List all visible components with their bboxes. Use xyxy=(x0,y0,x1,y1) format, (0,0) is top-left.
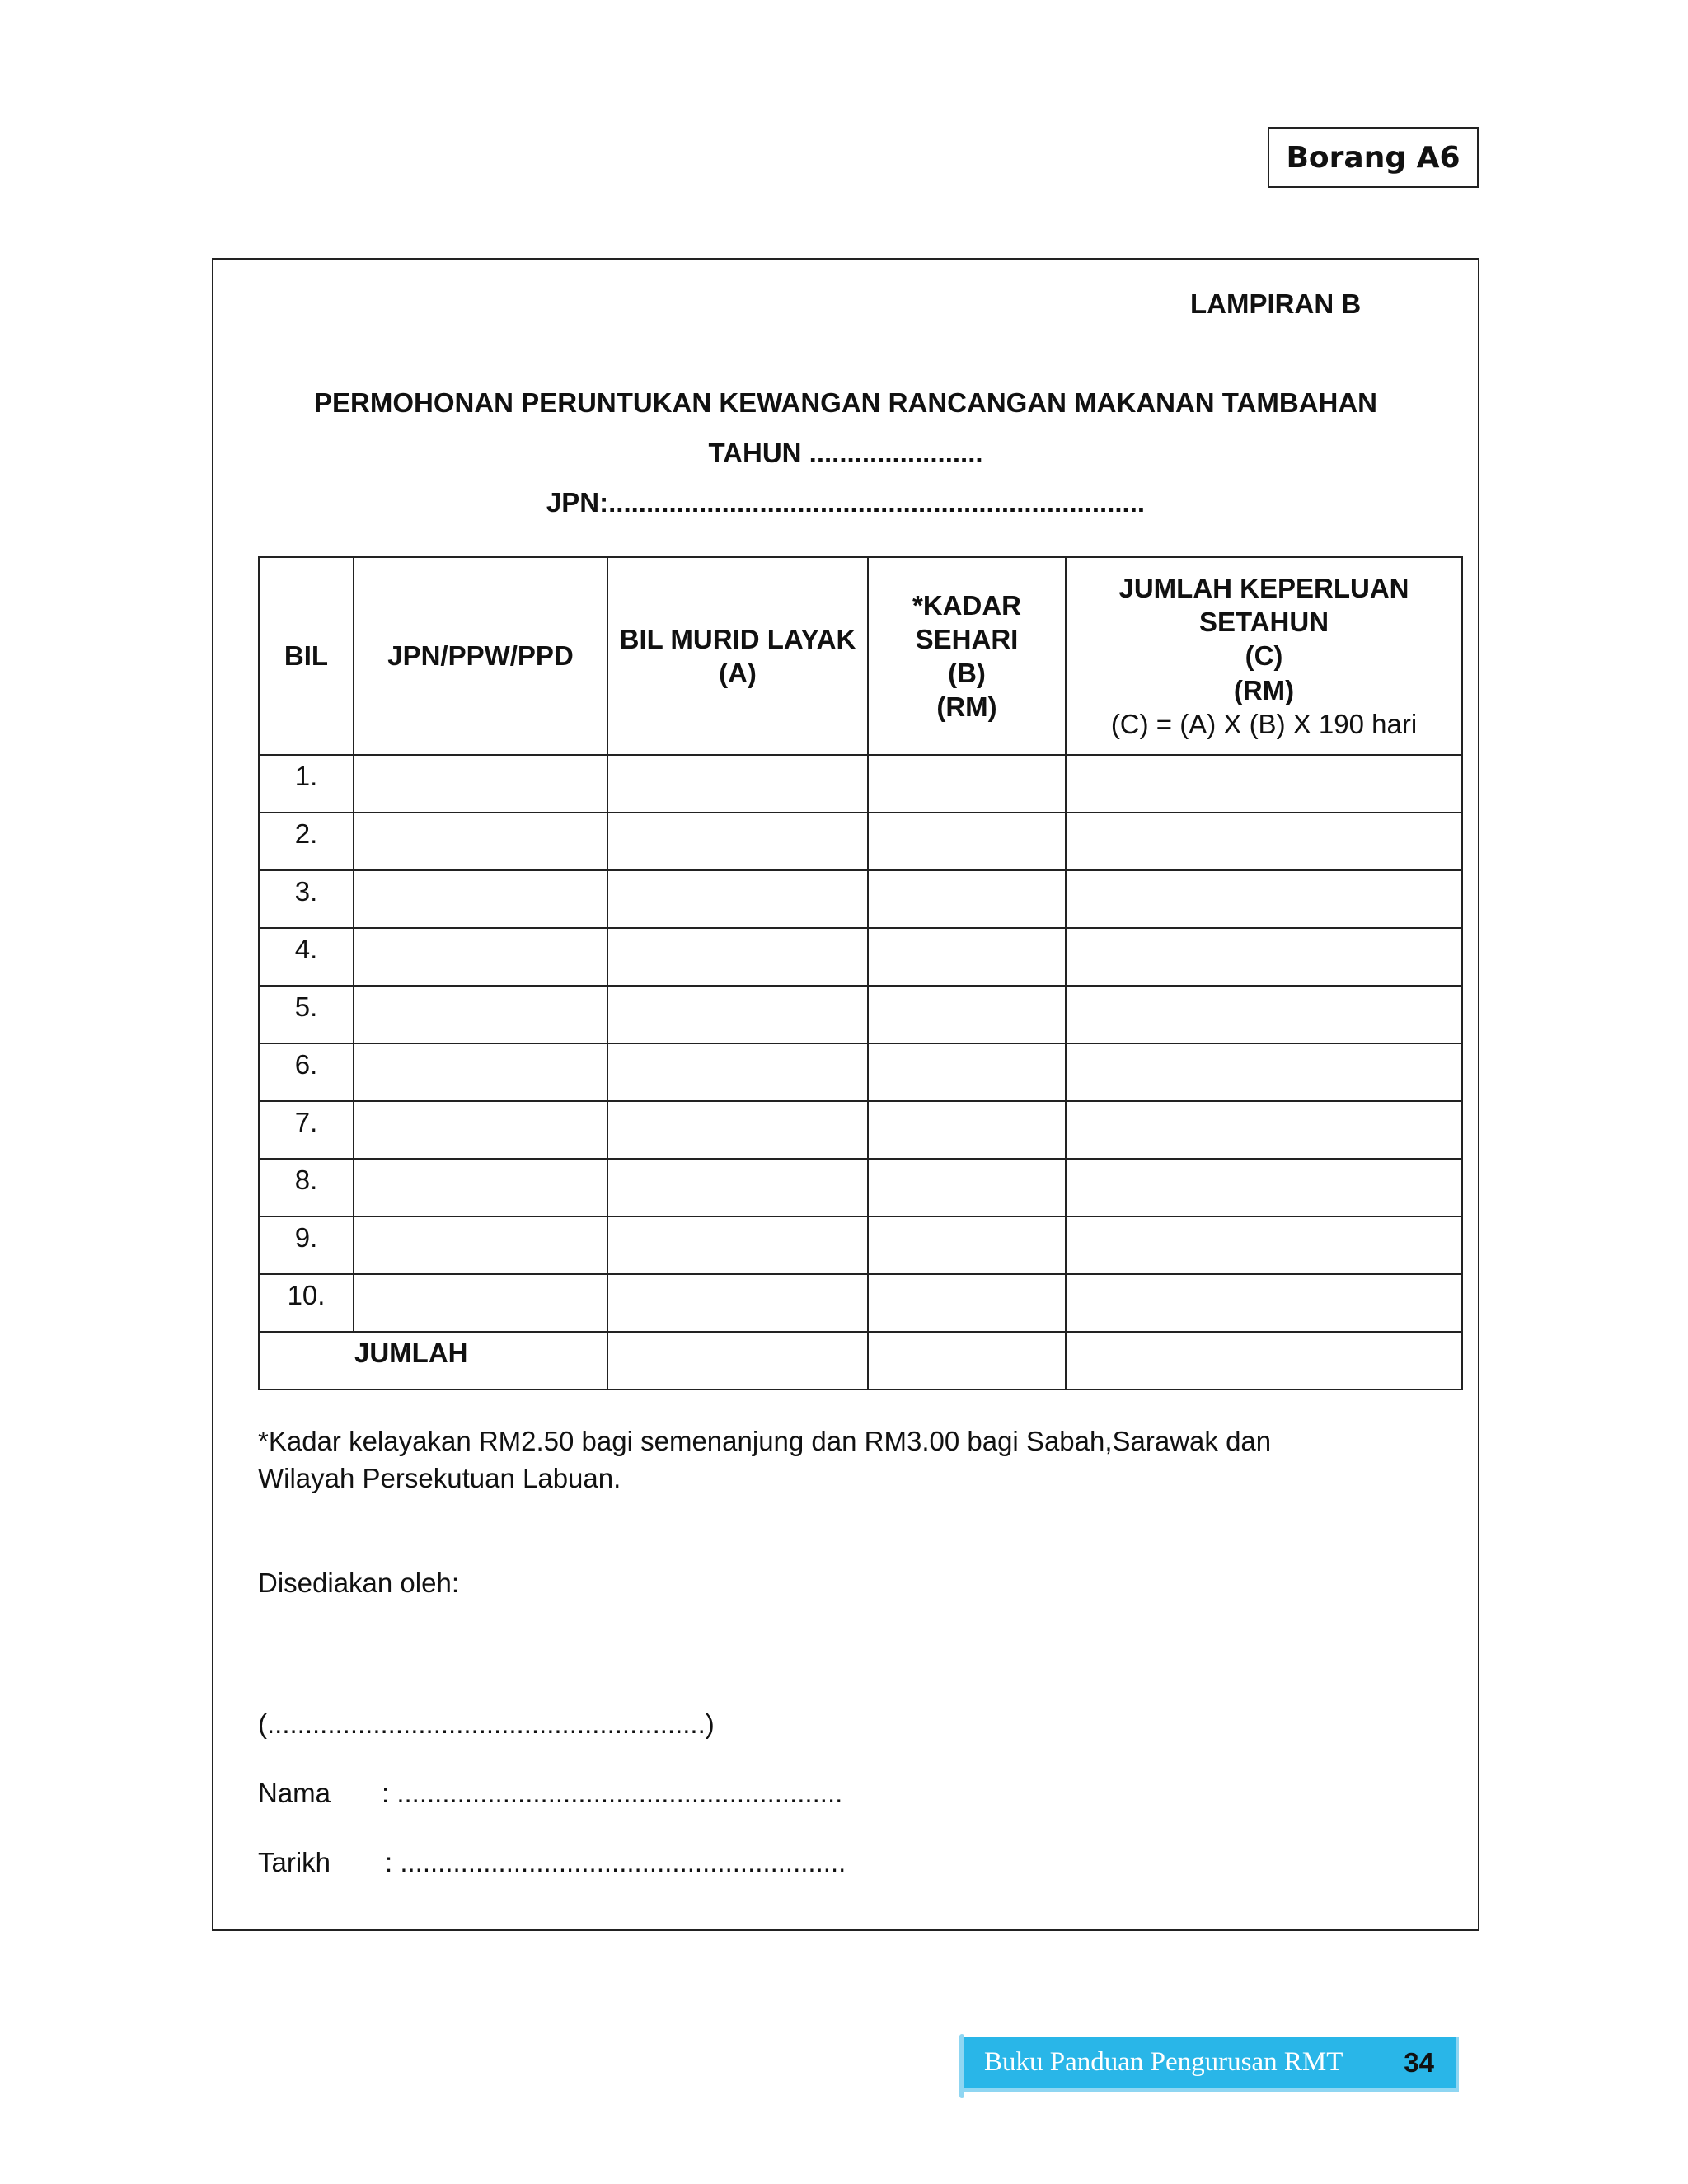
total-jumlah-cell[interactable] xyxy=(1066,1332,1462,1390)
total-kadar-cell[interactable] xyxy=(868,1332,1066,1390)
lampiran-label: LAMPIRAN B xyxy=(1190,288,1362,319)
row-number: 2. xyxy=(259,813,354,870)
row-number: 6. xyxy=(259,1043,354,1101)
table-header-row xyxy=(259,557,1462,755)
murid-cell[interactable] xyxy=(607,928,868,986)
table-row xyxy=(259,870,1462,928)
tarikh-field[interactable]: : ........................................................... xyxy=(385,1847,846,1877)
form-code-box xyxy=(1268,127,1479,188)
table-row xyxy=(259,1274,1462,1332)
row-number: 3. xyxy=(259,870,354,928)
jpn-cell[interactable] xyxy=(354,1274,607,1332)
kadar-cell[interactable] xyxy=(868,986,1066,1043)
table-row xyxy=(259,1159,1462,1216)
murid-cell[interactable] xyxy=(607,1216,868,1274)
murid-cell[interactable] xyxy=(607,986,868,1043)
jumlah-cell[interactable] xyxy=(1066,1274,1462,1332)
header-kadar: *KADAR SEHARI (B) (RM) xyxy=(868,557,1066,755)
table-row xyxy=(259,928,1462,986)
jpn-cell[interactable] xyxy=(354,813,607,870)
jumlah-cell[interactable] xyxy=(1066,755,1462,813)
jumlah-cell[interactable] xyxy=(1066,870,1462,928)
table-row xyxy=(259,813,1462,870)
signature-line[interactable]: (..........................................................) xyxy=(258,1708,715,1739)
row-number: 10. xyxy=(259,1274,354,1332)
jumlah-cell[interactable] xyxy=(1066,1043,1462,1101)
tarikh-field-row xyxy=(258,1847,846,1878)
murid-cell[interactable] xyxy=(607,813,868,870)
kadar-cell[interactable] xyxy=(868,1159,1066,1216)
jpn-cell[interactable] xyxy=(354,1159,607,1216)
table-row xyxy=(259,1216,1462,1274)
table-row xyxy=(259,1043,1462,1101)
footer-banner xyxy=(964,2037,1459,2092)
kadar-cell[interactable] xyxy=(868,1216,1066,1274)
total-label: JUMLAH xyxy=(259,1332,607,1390)
nama-label: Nama xyxy=(258,1778,331,1808)
jpn-cell[interactable] xyxy=(354,1216,607,1274)
murid-cell[interactable] xyxy=(607,1043,868,1101)
nama-field[interactable]: : ........................................................... xyxy=(382,1778,843,1808)
header-jumlah-keperluan: JUMLAH KEPERLUAN SETAHUN (C) (RM) (C) = (A) X (B) X 190 hari xyxy=(1066,557,1462,755)
row-number: 1. xyxy=(259,755,354,813)
jpn-cell[interactable] xyxy=(354,928,607,986)
kadar-cell[interactable] xyxy=(868,1274,1066,1332)
jumlah-cell[interactable] xyxy=(1066,1159,1462,1216)
kadar-cell[interactable] xyxy=(868,1043,1066,1101)
jpn-cell[interactable] xyxy=(354,986,607,1043)
form-code: Borang A6 xyxy=(1286,140,1461,175)
nama-field-row xyxy=(258,1778,842,1809)
prepared-by-label: Disediakan oleh: xyxy=(258,1568,459,1598)
allocation-table xyxy=(258,556,1463,1390)
jpn-cell[interactable] xyxy=(354,870,607,928)
jumlah-cell[interactable] xyxy=(1066,1101,1462,1159)
kadar-cell[interactable] xyxy=(868,813,1066,870)
murid-cell[interactable] xyxy=(607,870,868,928)
total-row xyxy=(259,1332,1462,1390)
kadar-cell[interactable] xyxy=(868,755,1066,813)
murid-cell[interactable] xyxy=(607,1101,868,1159)
row-number: 4. xyxy=(259,928,354,986)
jumlah-cell[interactable] xyxy=(1066,986,1462,1043)
header-bil: BIL xyxy=(259,557,354,755)
jumlah-cell[interactable] xyxy=(1066,1216,1462,1274)
jpn-cell[interactable] xyxy=(354,1101,607,1159)
row-number: 5. xyxy=(259,986,354,1043)
row-number: 8. xyxy=(259,1159,354,1216)
jumlah-cell[interactable] xyxy=(1066,928,1462,986)
jpn-line: JPN:....................................................................... xyxy=(546,487,1146,518)
tahun-line: TAHUN ....................... xyxy=(708,438,983,468)
jpn-cell[interactable] xyxy=(354,1043,607,1101)
row-number: 9. xyxy=(259,1216,354,1274)
table-row xyxy=(259,755,1462,813)
jpn-cell[interactable] xyxy=(354,755,607,813)
row-number: 7. xyxy=(259,1101,354,1159)
page-number: 34 xyxy=(1404,2046,1434,2078)
table-row xyxy=(259,1101,1462,1159)
kadar-cell[interactable] xyxy=(868,1101,1066,1159)
total-murid-cell[interactable] xyxy=(607,1332,868,1390)
header-bil-murid: BIL MURID LAYAK (A) xyxy=(607,557,868,755)
kadar-cell[interactable] xyxy=(868,928,1066,986)
murid-cell[interactable] xyxy=(607,1159,868,1216)
jumlah-cell[interactable] xyxy=(1066,813,1462,870)
header-jpn: JPN/PPW/PPD xyxy=(354,557,607,755)
table-row xyxy=(259,986,1462,1043)
kadar-cell[interactable] xyxy=(868,870,1066,928)
murid-cell[interactable] xyxy=(607,1274,868,1332)
murid-cell[interactable] xyxy=(607,755,868,813)
form-title: PERMOHONAN PERUNTUKAN KEWANGAN RANCANGAN MAKANAN TAMBAHAN xyxy=(314,387,1377,418)
rate-note: *Kadar kelayakan RM2.50 bagi semenanjung dan RM3.00 bagi Sabah,Sarawak dan Wilayah Persekutuan Labuan. xyxy=(258,1426,1272,1493)
table-body xyxy=(259,755,1462,1390)
tarikh-label: Tarikh xyxy=(258,1847,331,1877)
footer-title: Buku Panduan Pengurusan RMT xyxy=(984,2047,1343,2077)
